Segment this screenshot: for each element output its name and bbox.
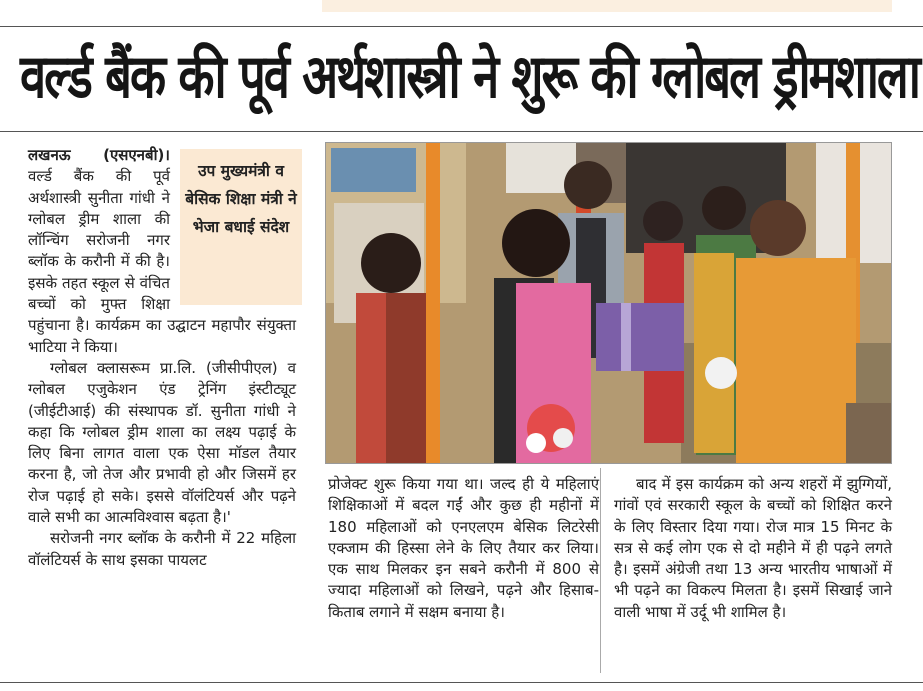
event-photo	[325, 142, 892, 464]
column-divider	[600, 468, 601, 673]
paragraph-2: ग्लोबल क्लासरूम प्रा.लि. (जीसीपीएल) व ग्लोबल एजुकेशन एंड ट्रेनिंग इंस्टीट्यूट (जीईटीआई) की संस्थापक डॉ. सुनीता गांधी ने कहा कि ग्लोबल ड्रीम शाला का लक्ष्य पढ़ाई के लिए बिना लागत वाला एक ऐसा मॉडल तैयार करना है, जो तेज और प्रभावी हो और जिसमें हर रोज पढ़ाई हो सके। इससे वॉलंटियर्स और पढ़ने वाले सभी का आत्मविश्वास बढ़ता है।'	[28, 358, 296, 527]
headline: वर्ल्ड बैंक की पूर्व अर्थशास्त्री ने शुरू की ग्लोबल ड्रीमशाला	[20, 42, 919, 113]
headline-rule	[0, 131, 923, 132]
paragraph-1	[28, 145, 296, 358]
dateline: लखनऊ (एसएनबी)।	[28, 146, 170, 164]
paragraph-3: सरोजनी नगर ब्लॉक के करौनी में 22 महिला वॉलंटियर्स के साथ इसका पायलट	[28, 529, 296, 569]
photo-illustration	[326, 143, 892, 464]
column-2	[328, 474, 599, 674]
pull-quote: उप मुख्यमंत्री व बेसिक शिक्षा मंत्री ने भेजा बधाई संदेश	[180, 149, 302, 305]
column-3	[614, 474, 892, 674]
column-1	[28, 145, 296, 675]
header-band	[322, 0, 892, 12]
paragraph-5: बाद में इस कार्यक्रम को अन्य शहरों में झुग्गियों, गांवों एवं सरकारी स्कूल के बच्चों को शिक्षित करने के लिए विस्तार दिया गया। रोज मात्र 15 मिनट के सत्र से कई लोग एक से दो महीने में ही पढ़ने लगते है। इसमें अंग्रेजी तथा 13 अन्य भारतीय भाषाओं में भी पढ़ने का विकल्प मिलता है। इसमें सिखाई जाने वाली भाषा में उर्दू भी शामिल है।	[614, 475, 892, 621]
paragraph-1-text: वर्ल्ड बैंक की पूर्व अर्थशास्त्री सुनीता गांधी ने ग्लोबल ड्रीम शाला की लॉन्चिंग सरोजनी नगर ब्लॉक के करौनी में की है। इसके तहत स्कूल से वंचित बच्चों को मुफ्त शिक्षा पहुंचाना है। कार्यक्रम का उद्घाटन महापौर संयुक्ता भाटिया ने किया।	[28, 167, 296, 356]
paragraph-4: प्रोजेक्ट शुरू किया गया था। जल्द ही ये महिलाएं शिक्षिकाओं में बदल गईं और कुछ ही महीनों में 180 महिलाओं को एनएलएम बेसिक लिटरेसी एक्जाम की हिस्सा लेने के लिए तैयार कर लिया। एक साथ मिलकर इन सबने करौनी में 800 से ज्यादा महिलाओं को लिखने, पढ़ने और हिसाब-किताब लगाने में सक्षम बनाया है।	[328, 475, 599, 621]
bottom-rule	[0, 682, 923, 683]
